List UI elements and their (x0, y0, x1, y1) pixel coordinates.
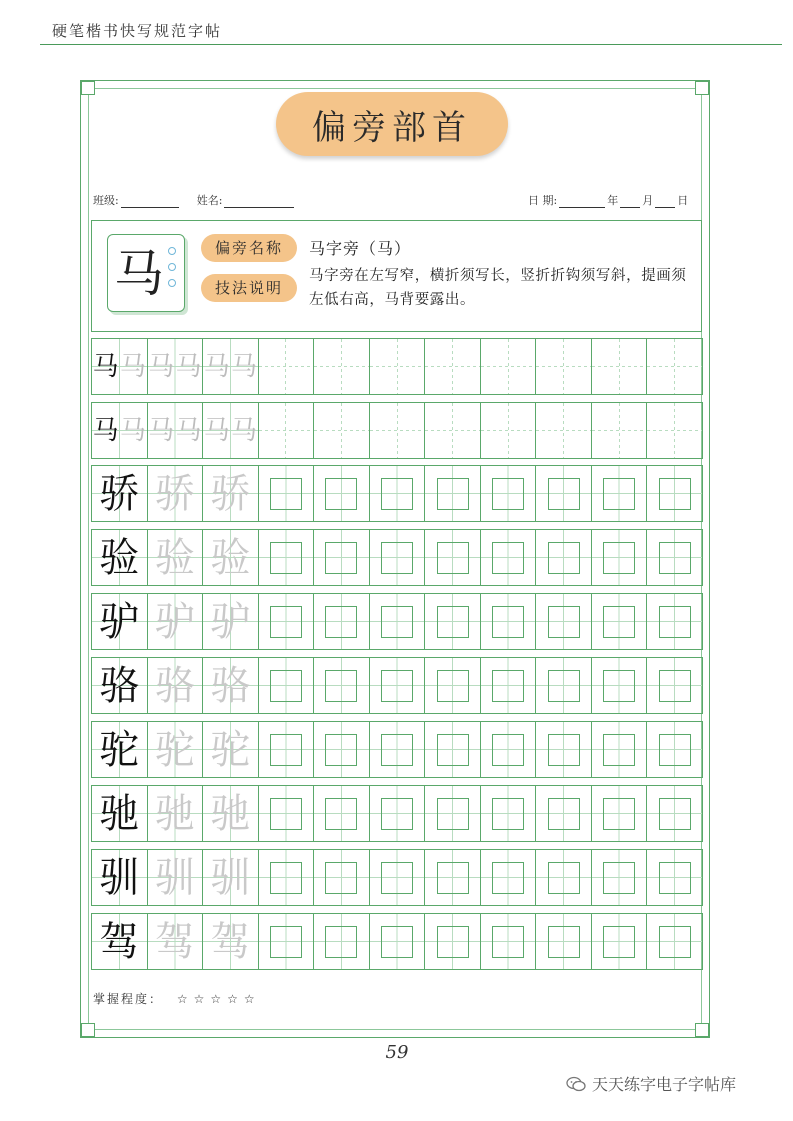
model-character-cell (92, 786, 148, 841)
trace-character-cell (148, 530, 204, 585)
model-character-cell (92, 722, 148, 777)
trace-character-cell (148, 722, 204, 777)
trace-character-cell (203, 786, 259, 841)
empty-practice-cell[interactable] (314, 339, 370, 394)
empty-practice-cell[interactable] (536, 722, 592, 777)
month-field[interactable] (620, 195, 640, 208)
trace-character: 验 (210, 535, 251, 581)
empty-practice-cell[interactable] (370, 594, 426, 649)
character-practice-row (91, 465, 703, 522)
radical-name-value: 马字旁（马） (309, 239, 412, 258)
year-label: 年 (607, 194, 619, 207)
trace-cell (92, 339, 148, 394)
trace-radical: 马 (148, 416, 175, 446)
month-label: 月 (642, 194, 654, 207)
date-label: 日 期: (528, 194, 558, 207)
trace-radical: 马 (148, 352, 175, 382)
empty-practice-cell[interactable] (481, 722, 537, 777)
trace-character-cell (148, 914, 204, 969)
empty-practice-cell[interactable] (259, 914, 315, 969)
student-info (93, 192, 294, 208)
empty-practice-cell[interactable] (259, 530, 315, 585)
trace-character-cell (148, 850, 204, 905)
empty-practice-cell[interactable] (536, 403, 592, 458)
empty-practice-cell[interactable] (425, 403, 481, 458)
page-number: 59 (385, 1042, 409, 1063)
trace-character-cell (148, 786, 204, 841)
trace-radical: 马 (203, 416, 230, 446)
empty-practice-cell[interactable] (592, 850, 648, 905)
radical-practice-row (91, 338, 703, 395)
model-character: 驯 (99, 855, 140, 901)
empty-practice-cell[interactable] (481, 466, 537, 521)
half-cell-pair (92, 403, 147, 458)
class-field[interactable] (121, 195, 179, 208)
radical-card (107, 234, 185, 312)
trace-cell (92, 403, 148, 458)
character-practice-row (91, 657, 703, 714)
mastery-label: 掌握程度： (93, 992, 164, 1006)
empty-practice-cell[interactable] (536, 850, 592, 905)
empty-practice-cell[interactable] (536, 594, 592, 649)
empty-practice-cell[interactable] (314, 466, 370, 521)
empty-practice-cell[interactable] (647, 594, 702, 649)
trace-character: 骄 (210, 471, 251, 517)
character-practice-row (91, 593, 703, 650)
trace-character-cell (203, 530, 259, 585)
character-practice-row (91, 529, 703, 586)
trace-radical: 马 (175, 352, 202, 382)
trace-character: 驰 (210, 791, 251, 837)
empty-practice-cell[interactable] (425, 914, 481, 969)
empty-practice-cell[interactable] (259, 722, 315, 777)
model-character: 驰 (99, 791, 140, 837)
name-field[interactable] (224, 195, 294, 208)
trace-character: 验 (154, 535, 195, 581)
half-cell-pair (148, 339, 203, 394)
empty-practice-cell[interactable] (647, 786, 702, 841)
empty-practice-cell[interactable] (314, 850, 370, 905)
empty-practice-cell[interactable] (592, 466, 648, 521)
empty-practice-cell[interactable] (425, 339, 481, 394)
trace-character-cell (148, 658, 204, 713)
empty-practice-cell[interactable] (592, 530, 648, 585)
watermark-text: 天天练字电子字帖库 (592, 1075, 737, 1094)
empty-practice-cell[interactable] (592, 339, 648, 394)
model-character-cell (92, 594, 148, 649)
watermark (566, 1072, 736, 1095)
mastery-rating (93, 990, 261, 1007)
trace-cell (148, 339, 204, 394)
trace-character-cell (203, 466, 259, 521)
empty-practice-cell[interactable] (592, 722, 648, 777)
trace-cell (148, 403, 204, 458)
empty-practice-cell[interactable] (647, 914, 702, 969)
empty-practice-cell[interactable] (425, 722, 481, 777)
trace-character: 驾 (210, 919, 251, 965)
empty-practice-cell[interactable] (370, 722, 426, 777)
empty-practice-cell[interactable] (481, 914, 537, 969)
empty-practice-cell[interactable] (259, 850, 315, 905)
trace-radical: 马 (231, 352, 258, 382)
empty-practice-cell[interactable] (425, 466, 481, 521)
empty-practice-cell[interactable] (647, 403, 702, 458)
frame-corner (695, 81, 709, 95)
empty-practice-cell[interactable] (481, 339, 537, 394)
model-character: 验 (99, 535, 140, 581)
empty-practice-cell[interactable] (314, 403, 370, 458)
trace-character-cell (203, 594, 259, 649)
radical-glyph: 马 (114, 245, 164, 303)
empty-practice-cell[interactable] (647, 722, 702, 777)
empty-practice-cell[interactable] (370, 850, 426, 905)
empty-practice-cell[interactable] (314, 530, 370, 585)
empty-practice-cell[interactable] (314, 658, 370, 713)
trace-character: 驴 (154, 599, 195, 645)
method-text: 马字旁在左写窄，横折须写长，竖折折钩须写斜，提画须左低右高，马背要露出。 (309, 268, 687, 308)
trace-character: 骄 (154, 471, 195, 517)
frame-corner (81, 81, 95, 95)
empty-practice-cell[interactable] (425, 594, 481, 649)
empty-practice-cell[interactable] (259, 658, 315, 713)
half-cell-pair (148, 403, 203, 458)
frame-corner (81, 1023, 95, 1037)
empty-practice-cell[interactable] (314, 594, 370, 649)
empty-practice-cell[interactable] (259, 339, 315, 394)
model-character: 驴 (99, 599, 140, 645)
model-character: 骄 (99, 471, 140, 517)
wechat-icon (566, 1076, 586, 1092)
empty-practice-cell[interactable] (592, 786, 648, 841)
radical-practice-row (91, 402, 703, 459)
model-character: 骆 (99, 663, 140, 709)
trace-radical: 马 (175, 416, 202, 446)
empty-practice-cell[interactable] (370, 339, 426, 394)
character-practice-row (91, 849, 703, 906)
day-label: 日 (677, 194, 689, 207)
trace-radical: 马 (119, 416, 146, 446)
year-field[interactable] (559, 195, 605, 208)
model-character-cell (92, 658, 148, 713)
half-cell-pair (203, 339, 258, 394)
trace-character-cell (203, 658, 259, 713)
empty-practice-cell[interactable] (259, 403, 315, 458)
trace-character-cell (203, 850, 259, 905)
name-label: 姓名: (196, 194, 223, 207)
empty-practice-cell[interactable] (647, 658, 702, 713)
empty-practice-cell[interactable] (647, 530, 702, 585)
empty-practice-cell[interactable] (481, 403, 537, 458)
trace-character: 驯 (154, 855, 195, 901)
header-rule (40, 44, 782, 45)
stroke-dot-icon (168, 263, 176, 271)
empty-practice-cell[interactable] (314, 914, 370, 969)
empty-practice-cell[interactable] (425, 530, 481, 585)
empty-practice-cell[interactable] (314, 786, 370, 841)
trace-character: 骆 (210, 663, 251, 709)
empty-practice-cell[interactable] (592, 403, 648, 458)
empty-practice-cell[interactable] (370, 658, 426, 713)
trace-radical: 马 (203, 352, 230, 382)
character-practice-row (91, 913, 703, 970)
trace-radical: 马 (231, 416, 258, 446)
radical-name-label: 偏旁名称 (201, 234, 297, 262)
empty-practice-cell[interactable] (370, 466, 426, 521)
empty-practice-cell[interactable] (425, 658, 481, 713)
empty-practice-cell[interactable] (481, 786, 537, 841)
empty-practice-cell[interactable] (592, 594, 648, 649)
trace-radical: 马 (119, 352, 146, 382)
stroke-dot-icon (168, 279, 176, 287)
model-character: 驼 (99, 727, 140, 773)
empty-practice-cell[interactable] (647, 466, 702, 521)
model-radical: 马 (92, 352, 119, 382)
trace-character-cell (203, 914, 259, 969)
empty-practice-cell[interactable] (314, 722, 370, 777)
trace-character: 驯 (210, 855, 251, 901)
frame-corner (695, 1023, 709, 1037)
empty-practice-cell[interactable] (370, 403, 426, 458)
trace-character-cell (203, 722, 259, 777)
empty-practice-cell[interactable] (536, 530, 592, 585)
empty-practice-cell[interactable] (259, 786, 315, 841)
trace-character-cell (148, 594, 204, 649)
empty-practice-cell[interactable] (481, 658, 537, 713)
trace-character: 驰 (154, 791, 195, 837)
empty-practice-cell[interactable] (647, 850, 702, 905)
empty-practice-cell[interactable] (536, 658, 592, 713)
model-character: 驾 (99, 919, 140, 965)
trace-cell (203, 403, 259, 458)
empty-practice-cell[interactable] (481, 594, 537, 649)
empty-practice-cell[interactable] (425, 786, 481, 841)
empty-practice-cell[interactable] (370, 530, 426, 585)
method-label: 技法说明 (201, 274, 297, 302)
empty-practice-cell[interactable] (647, 339, 702, 394)
half-cell-pair (92, 339, 147, 394)
empty-practice-cell[interactable] (536, 339, 592, 394)
empty-practice-cell[interactable] (370, 786, 426, 841)
model-character-cell (92, 914, 148, 969)
trace-character: 驴 (210, 599, 251, 645)
trace-character-cell (148, 466, 204, 521)
trace-cell (203, 339, 259, 394)
empty-practice-cell[interactable] (425, 850, 481, 905)
day-field[interactable] (655, 195, 675, 208)
character-practice-row (91, 721, 703, 778)
empty-practice-cell[interactable] (481, 850, 537, 905)
empty-practice-cell[interactable] (592, 914, 648, 969)
half-cell-pair (203, 403, 258, 458)
trace-character: 驼 (210, 727, 251, 773)
class-label: 班级: (93, 194, 119, 207)
model-character-cell (92, 850, 148, 905)
trace-character: 骆 (154, 663, 195, 709)
empty-practice-cell[interactable] (481, 530, 537, 585)
page-header-title: 硬笔楷书快写规范字帖 (52, 22, 223, 40)
empty-practice-cell[interactable] (259, 594, 315, 649)
star-rating[interactable]: ☆☆☆☆☆ (176, 992, 261, 1006)
trace-character: 驾 (154, 919, 195, 965)
empty-practice-cell[interactable] (370, 914, 426, 969)
model-character-cell (92, 530, 148, 585)
empty-practice-cell[interactable] (536, 466, 592, 521)
empty-practice-cell[interactable] (259, 466, 315, 521)
empty-practice-cell[interactable] (536, 786, 592, 841)
trace-character: 驼 (154, 727, 195, 773)
section-banner: 偏旁部首 (276, 92, 508, 156)
empty-practice-cell[interactable] (592, 658, 648, 713)
empty-practice-cell[interactable] (536, 914, 592, 969)
character-practice-row (91, 785, 703, 842)
date-info (528, 192, 688, 208)
model-character-cell (92, 466, 148, 521)
model-radical: 马 (92, 416, 119, 446)
stroke-dot-icon (168, 247, 176, 255)
